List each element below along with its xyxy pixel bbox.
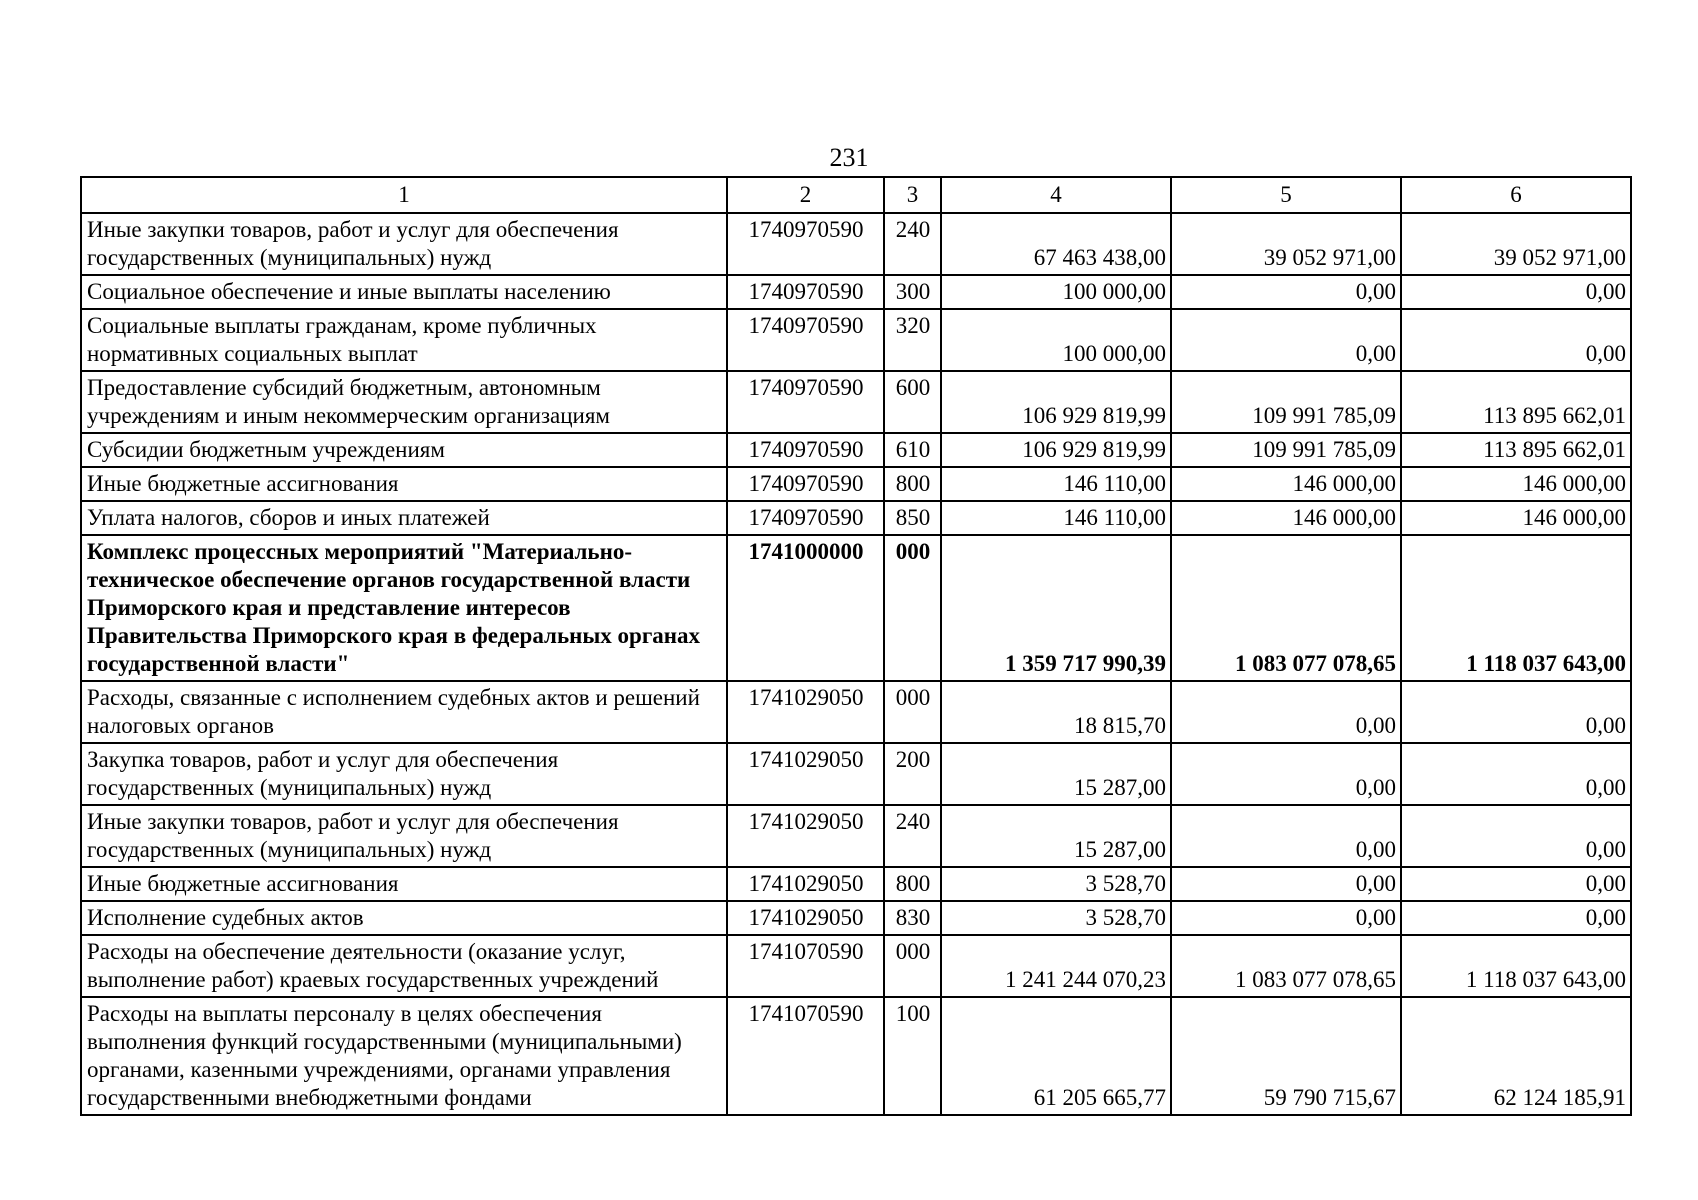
amount-col4-cell: 3 528,70 — [941, 901, 1171, 935]
table-row — [81, 275, 1631, 309]
table-body — [81, 213, 1631, 1115]
amount-col4-cell: 146 110,00 — [941, 467, 1171, 501]
expense-name-cell: Расходы на выплаты персоналу в целях обеспечения выполнения функций государственными (муниципальными) органами, казенными учреждениями, органами управления государственными внебюджетными фондами — [81, 997, 727, 1115]
expense-name-cell: Иные закупки товаров, работ и услуг для обеспечения государственных (муниципальных) нужд — [81, 213, 727, 275]
expense-type-code-cell: 000 — [884, 535, 941, 681]
target-article-code-cell: 1741029050 — [727, 867, 884, 901]
amount-col5-cell: 0,00 — [1171, 681, 1401, 743]
target-article-code-cell: 1741029050 — [727, 805, 884, 867]
amount-col4-cell: 146 110,00 — [941, 501, 1171, 535]
page-number: 231 — [829, 143, 869, 172]
expense-name-cell: Субсидии бюджетным учреждениям — [81, 433, 727, 467]
column-number: 3 — [884, 177, 941, 213]
expense-type-code-cell: 000 — [884, 681, 941, 743]
amount-col4-cell: 106 929 819,99 — [941, 371, 1171, 433]
table-row — [81, 535, 1631, 681]
table-row — [81, 867, 1631, 901]
expense-type-code-cell: 000 — [884, 935, 941, 997]
amount-col5-cell: 146 000,00 — [1171, 501, 1401, 535]
amount-col6-cell: 0,00 — [1401, 867, 1631, 901]
table-row — [81, 371, 1631, 433]
amount-col4-cell: 18 815,70 — [941, 681, 1171, 743]
amount-col6-cell: 0,00 — [1401, 743, 1631, 805]
column-number-row — [81, 177, 1631, 213]
amount-col4-cell: 1 241 244 070,23 — [941, 935, 1171, 997]
amount-col4-cell: 67 463 438,00 — [941, 213, 1171, 275]
table-row — [81, 433, 1631, 467]
table-row — [81, 309, 1631, 371]
amount-col6-cell: 0,00 — [1401, 309, 1631, 371]
expense-type-code-cell: 240 — [884, 213, 941, 275]
amount-col4-cell: 1 359 717 990,39 — [941, 535, 1171, 681]
expense-name-cell: Социальные выплаты гражданам, кроме публичных нормативных социальных выплат — [81, 309, 727, 371]
expense-type-code-cell: 800 — [884, 467, 941, 501]
amount-col6-cell: 146 000,00 — [1401, 467, 1631, 501]
target-article-code-cell: 1740970590 — [727, 371, 884, 433]
table-row — [81, 501, 1631, 535]
target-article-code-cell: 1741070590 — [727, 997, 884, 1115]
amount-col6-cell: 146 000,00 — [1401, 501, 1631, 535]
expense-type-code-cell: 100 — [884, 997, 941, 1115]
expense-type-code-cell: 800 — [884, 867, 941, 901]
column-number: 5 — [1171, 177, 1401, 213]
target-article-code-cell: 1740970590 — [727, 309, 884, 371]
target-article-code-cell: 1741000000 — [727, 535, 884, 681]
expense-type-code-cell: 240 — [884, 805, 941, 867]
target-article-code-cell: 1741029050 — [727, 901, 884, 935]
amount-col5-cell: 0,00 — [1171, 867, 1401, 901]
table-row — [81, 935, 1631, 997]
amount-col6-cell: 0,00 — [1401, 805, 1631, 867]
amount-col6-cell: 1 118 037 643,00 — [1401, 935, 1631, 997]
column-number: 2 — [727, 177, 884, 213]
expense-name-cell: Предоставление субсидий бюджетным, автономным учреждениям и иным некоммерческим организациям — [81, 371, 727, 433]
expense-type-code-cell: 200 — [884, 743, 941, 805]
target-article-code-cell: 1740970590 — [727, 433, 884, 467]
expense-name-cell: Расходы на обеспечение деятельности (оказание услуг, выполнение работ) краевых государственных учреждений — [81, 935, 727, 997]
amount-col6-cell: 113 895 662,01 — [1401, 433, 1631, 467]
amount-col5-cell: 1 083 077 078,65 — [1171, 935, 1401, 997]
table-row — [81, 997, 1631, 1115]
target-article-code-cell: 1741070590 — [727, 935, 884, 997]
table-row — [81, 467, 1631, 501]
amount-col6-cell: 0,00 — [1401, 681, 1631, 743]
amount-col5-cell: 39 052 971,00 — [1171, 213, 1401, 275]
amount-col5-cell: 109 991 785,09 — [1171, 433, 1401, 467]
amount-col6-cell: 62 124 185,91 — [1401, 997, 1631, 1115]
amount-col5-cell: 59 790 715,67 — [1171, 997, 1401, 1115]
expense-name-cell: Иные бюджетные ассигнования — [81, 867, 727, 901]
expense-name-cell: Иные бюджетные ассигнования — [81, 467, 727, 501]
budget-table — [80, 176, 1632, 1116]
expense-name-cell: Уплата налогов, сборов и иных платежей — [81, 501, 727, 535]
target-article-code-cell: 1740970590 — [727, 501, 884, 535]
amount-col5-cell: 0,00 — [1171, 309, 1401, 371]
amount-col4-cell: 3 528,70 — [941, 867, 1171, 901]
target-article-code-cell: 1741029050 — [727, 681, 884, 743]
amount-col4-cell: 106 929 819,99 — [941, 433, 1171, 467]
amount-col6-cell: 1 118 037 643,00 — [1401, 535, 1631, 681]
expense-type-code-cell: 320 — [884, 309, 941, 371]
amount-col6-cell: 0,00 — [1401, 275, 1631, 309]
expense-name-cell: Социальное обеспечение и иные выплаты населению — [81, 275, 727, 309]
amount-col5-cell: 1 083 077 078,65 — [1171, 535, 1401, 681]
expense-type-code-cell: 610 — [884, 433, 941, 467]
expense-type-code-cell: 830 — [884, 901, 941, 935]
expense-name-cell: Иные закупки товаров, работ и услуг для обеспечения государственных (муниципальных) нужд — [81, 805, 727, 867]
amount-col5-cell: 0,00 — [1171, 743, 1401, 805]
amount-col6-cell: 0,00 — [1401, 901, 1631, 935]
amount-col5-cell: 146 000,00 — [1171, 467, 1401, 501]
expense-name-cell: Расходы, связанные с исполнением судебных актов и решений налоговых органов — [81, 681, 727, 743]
amount-col5-cell: 0,00 — [1171, 805, 1401, 867]
target-article-code-cell: 1740970590 — [727, 275, 884, 309]
column-number: 1 — [81, 177, 727, 213]
amount-col4-cell: 61 205 665,77 — [941, 997, 1171, 1115]
amount-col5-cell: 109 991 785,09 — [1171, 371, 1401, 433]
expense-type-code-cell: 850 — [884, 501, 941, 535]
column-number: 4 — [941, 177, 1171, 213]
table-row — [81, 743, 1631, 805]
amount-col6-cell: 113 895 662,01 — [1401, 371, 1631, 433]
expense-type-code-cell: 600 — [884, 371, 941, 433]
target-article-code-cell: 1741029050 — [727, 743, 884, 805]
expense-name-cell: Комплекс процессных мероприятий "Материально-техническое обеспечение органов государственной власти Приморского края и представление интересов Правительства Приморского края в федеральных органах государственной власти" — [81, 535, 727, 681]
amount-col5-cell: 0,00 — [1171, 275, 1401, 309]
column-number: 6 — [1401, 177, 1631, 213]
expense-type-code-cell: 300 — [884, 275, 941, 309]
target-article-code-cell: 1740970590 — [727, 467, 884, 501]
amount-col4-cell: 15 287,00 — [941, 805, 1171, 867]
table-row — [81, 213, 1631, 275]
amount-col5-cell: 0,00 — [1171, 901, 1401, 935]
amount-col4-cell: 100 000,00 — [941, 275, 1171, 309]
table-row — [81, 805, 1631, 867]
expense-name-cell: Исполнение судебных актов — [81, 901, 727, 935]
amount-col6-cell: 39 052 971,00 — [1401, 213, 1631, 275]
table-row — [81, 681, 1631, 743]
expense-name-cell: Закупка товаров, работ и услуг для обеспечения государственных (муниципальных) нужд — [81, 743, 727, 805]
amount-col4-cell: 100 000,00 — [941, 309, 1171, 371]
target-article-code-cell: 1740970590 — [727, 213, 884, 275]
amount-col4-cell: 15 287,00 — [941, 743, 1171, 805]
table-row — [81, 901, 1631, 935]
